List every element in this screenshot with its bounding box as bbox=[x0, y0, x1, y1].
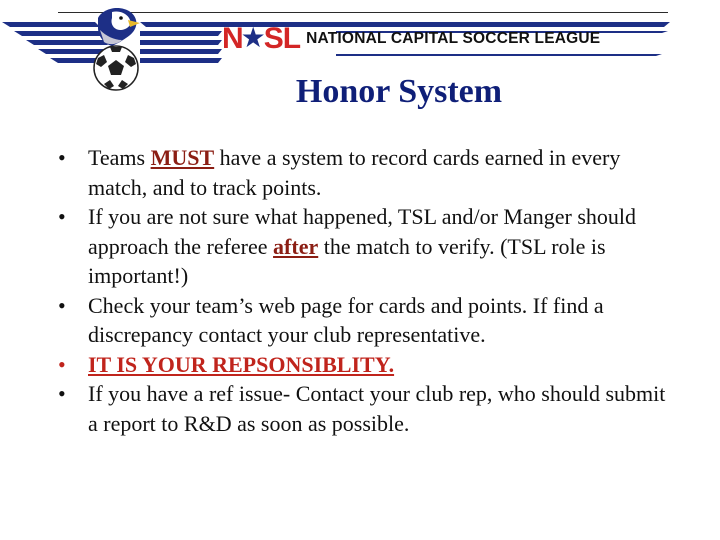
bullet-item-check-web-page bbox=[58, 291, 678, 350]
bullet-emphasis: MUST bbox=[150, 145, 215, 170]
logo-letters-sl: SL bbox=[263, 22, 301, 55]
bullet-icon: • bbox=[58, 351, 66, 377]
bullet-text: Teams bbox=[88, 145, 151, 170]
bullet-icon: • bbox=[58, 381, 66, 406]
eagle-icon bbox=[98, 8, 140, 46]
bullet-alert-text: IT IS YOUR REPSONSIBLITY. bbox=[88, 351, 395, 377]
bullet-icon: • bbox=[58, 204, 66, 229]
bullet-list bbox=[58, 143, 678, 438]
bullet-item-responsibility bbox=[58, 350, 678, 380]
league-name: NATIONAL CAPITAL SOCCER LEAGUE bbox=[306, 30, 601, 47]
bullet-item-record-cards bbox=[58, 143, 678, 202]
bullet-text: Check your team’s web page for cards and points. If find a discrepancy contact your club representative. bbox=[88, 292, 604, 347]
bullet-text: have a system to record cards earned in every match, and to track points. bbox=[88, 145, 621, 200]
logo-letters-n: N bbox=[222, 22, 243, 55]
bullet-text: If you have a ref issue- Contact your club rep, who should submit a report to R&D as soon as possible. bbox=[88, 381, 666, 436]
page-title: Honor System bbox=[295, 73, 503, 110]
league-wordmark bbox=[222, 24, 600, 54]
bullet-icon: • bbox=[58, 145, 66, 170]
left-wing-stripes-icon bbox=[2, 22, 110, 63]
star-icon: ★ bbox=[240, 23, 266, 54]
bullet-emphasis: after bbox=[273, 233, 319, 259]
bullet-item-approach-referee bbox=[58, 202, 678, 291]
bullet-text: the match to verify. (TSL role is important!) bbox=[88, 233, 606, 288]
bullet-item-ref-issue bbox=[58, 379, 678, 438]
bullet-icon: • bbox=[58, 292, 66, 318]
bullet-text: If you are not sure what happened, TSL and/or Manger should approach the referee bbox=[88, 204, 637, 259]
